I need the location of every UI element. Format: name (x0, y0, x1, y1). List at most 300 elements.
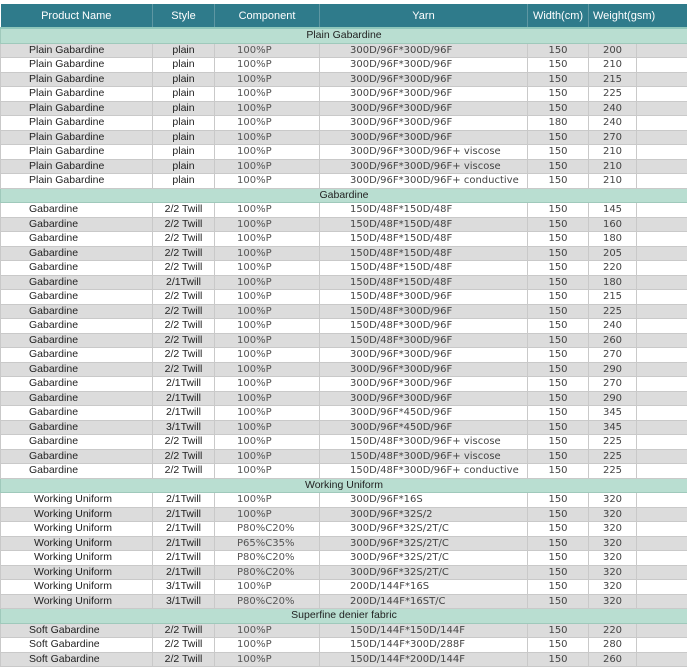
width-cell: 150 (528, 101, 589, 116)
yarn-cell: 150D/48F*300D/96F+ conductive (320, 464, 528, 479)
table-row (1, 522, 687, 537)
component-cell: 100%P (215, 246, 320, 261)
product-name-cell: Working Uniform (1, 507, 153, 522)
yarn-cell: 150D/48F*150D/48F (320, 275, 528, 290)
style-cell: plain (153, 159, 215, 174)
empty-cell (637, 638, 687, 653)
weight-cell: 320 (589, 594, 637, 609)
component-cell: 100%P (215, 377, 320, 392)
yarn-cell: 150D/48F*150D/48F (320, 203, 528, 218)
weight-cell: 270 (589, 377, 637, 392)
width-cell: 150 (528, 319, 589, 334)
product-name-cell: Gabardine (1, 406, 153, 421)
weight-cell: 320 (589, 580, 637, 595)
width-cell: 150 (528, 174, 589, 189)
table-row (1, 72, 687, 87)
empty-cell (637, 290, 687, 305)
product-name-cell: Gabardine (1, 319, 153, 334)
empty-cell (637, 116, 687, 131)
yarn-cell: 300D/96F*450D/96F (320, 420, 528, 435)
table-row (1, 290, 687, 305)
style-cell: 2/2 Twill (153, 261, 215, 276)
table-row (1, 507, 687, 522)
product-name-cell: Plain Gabardine (1, 58, 153, 73)
yarn-cell: 300D/96F*300D/96F (320, 391, 528, 406)
style-cell: 2/2 Twill (153, 232, 215, 247)
product-name-cell: Gabardine (1, 420, 153, 435)
weight-cell: 270 (589, 130, 637, 145)
empty-cell (637, 217, 687, 232)
table-row (1, 261, 687, 276)
product-name-cell: Gabardine (1, 449, 153, 464)
product-name-cell: Plain Gabardine (1, 43, 153, 58)
style-cell: 2/2 Twill (153, 290, 215, 305)
style-cell: 2/2 Twill (153, 638, 215, 653)
product-name-cell: Plain Gabardine (1, 101, 153, 116)
product-name-cell: Gabardine (1, 377, 153, 392)
width-cell: 150 (528, 217, 589, 232)
table-row (1, 565, 687, 580)
component-cell: P80%C20% (215, 522, 320, 537)
weight-cell: 320 (589, 551, 637, 566)
empty-cell (637, 449, 687, 464)
product-name-cell: Working Uniform (1, 551, 153, 566)
section-header-row (1, 188, 687, 203)
width-cell: 150 (528, 232, 589, 247)
weight-cell: 320 (589, 536, 637, 551)
product-name-cell: Soft Gabardine (1, 652, 153, 667)
empty-cell (637, 275, 687, 290)
weight-cell: 290 (589, 391, 637, 406)
component-cell: P80%C20% (215, 551, 320, 566)
weight-cell: 260 (589, 652, 637, 667)
section-title: Working Uniform (1, 478, 687, 493)
table-row (1, 43, 687, 58)
weight-cell: 240 (589, 101, 637, 116)
table-row (1, 203, 687, 218)
section-header-row (1, 28, 687, 43)
yarn-cell: 300D/96F*300D/96F (320, 101, 528, 116)
product-name-cell: Gabardine (1, 203, 153, 218)
width-cell: 150 (528, 275, 589, 290)
yarn-cell: 300D/96F*300D/96F (320, 116, 528, 131)
width-cell: 150 (528, 406, 589, 421)
component-cell: 100%P (215, 72, 320, 87)
empty-cell (637, 43, 687, 58)
width-cell: 150 (528, 43, 589, 58)
table-row (1, 623, 687, 638)
yarn-cell: 300D/96F*300D/96F (320, 348, 528, 363)
yarn-cell: 300D/96F*450D/96F (320, 406, 528, 421)
style-cell: plain (153, 101, 215, 116)
width-cell: 150 (528, 435, 589, 450)
width-cell: 150 (528, 290, 589, 305)
table-row (1, 449, 687, 464)
component-cell: P65%C35% (215, 536, 320, 551)
style-cell: 2/1Twill (153, 565, 215, 580)
empty-cell (637, 333, 687, 348)
empty-cell (637, 362, 687, 377)
style-cell: plain (153, 72, 215, 87)
weight-cell: 345 (589, 406, 637, 421)
weight-cell: 240 (589, 116, 637, 131)
weight-cell: 210 (589, 58, 637, 73)
style-cell: 3/1Twill (153, 594, 215, 609)
table-row (1, 594, 687, 609)
style-cell: 2/1Twill (153, 275, 215, 290)
style-cell: 2/1Twill (153, 391, 215, 406)
product-name-cell: Plain Gabardine (1, 174, 153, 189)
header-style: Style (153, 4, 215, 28)
product-name-cell: Gabardine (1, 304, 153, 319)
weight-cell: 320 (589, 522, 637, 537)
yarn-cell: 150D/144F*200D/144F (320, 652, 528, 667)
component-cell: 100%P (215, 420, 320, 435)
product-name-cell: Plain Gabardine (1, 87, 153, 102)
width-cell: 150 (528, 391, 589, 406)
style-cell: 2/1Twill (153, 522, 215, 537)
width-cell: 150 (528, 87, 589, 102)
empty-cell (637, 493, 687, 508)
width-cell: 180 (528, 116, 589, 131)
yarn-cell: 150D/48F*150D/48F (320, 261, 528, 276)
component-cell: 100%P (215, 217, 320, 232)
style-cell: 3/1Twill (153, 420, 215, 435)
product-name-cell: Plain Gabardine (1, 145, 153, 160)
style-cell: 2/1Twill (153, 507, 215, 522)
header-yarn: Yarn (320, 4, 528, 28)
weight-cell: 205 (589, 246, 637, 261)
weight-cell: 220 (589, 261, 637, 276)
weight-cell: 145 (589, 203, 637, 218)
width-cell: 150 (528, 130, 589, 145)
yarn-cell: 150D/48F*150D/48F (320, 232, 528, 247)
product-name-cell: Plain Gabardine (1, 72, 153, 87)
weight-cell: 240 (589, 319, 637, 334)
table-row (1, 551, 687, 566)
weight-cell: 320 (589, 493, 637, 508)
yarn-cell: 300D/96F*300D/96F (320, 72, 528, 87)
empty-cell (637, 522, 687, 537)
style-cell: plain (153, 43, 215, 58)
table-row (1, 232, 687, 247)
table-row (1, 536, 687, 551)
product-name-cell: Working Uniform (1, 536, 153, 551)
yarn-cell: 150D/48F*300D/96F (320, 333, 528, 348)
style-cell: 2/2 Twill (153, 203, 215, 218)
width-cell: 150 (528, 594, 589, 609)
width-cell: 150 (528, 377, 589, 392)
product-name-cell: Gabardine (1, 464, 153, 479)
style-cell: plain (153, 58, 215, 73)
yarn-cell: 300D/96F*300D/96F (320, 130, 528, 145)
style-cell: 2/1Twill (153, 551, 215, 566)
table-row (1, 58, 687, 73)
width-cell: 150 (528, 522, 589, 537)
table-row (1, 420, 687, 435)
width-cell: 150 (528, 449, 589, 464)
component-cell: 100%P (215, 493, 320, 508)
component-cell: 100%P (215, 174, 320, 189)
weight-cell: 320 (589, 565, 637, 580)
empty-cell (637, 464, 687, 479)
weight-cell: 215 (589, 72, 637, 87)
style-cell: plain (153, 116, 215, 131)
product-name-cell: Gabardine (1, 391, 153, 406)
width-cell: 150 (528, 420, 589, 435)
width-cell: 150 (528, 261, 589, 276)
width-cell: 150 (528, 565, 589, 580)
style-cell: 2/1Twill (153, 536, 215, 551)
table-row (1, 145, 687, 160)
header-width: Width(cm) (528, 4, 589, 28)
empty-cell (637, 536, 687, 551)
weight-cell: 320 (589, 507, 637, 522)
weight-cell: 225 (589, 464, 637, 479)
yarn-cell: 300D/96F*32S/2T/C (320, 565, 528, 580)
table-row (1, 174, 687, 189)
weight-cell: 225 (589, 87, 637, 102)
yarn-cell: 300D/96F*300D/96F (320, 87, 528, 102)
component-cell: 100%P (215, 58, 320, 73)
yarn-cell: 300D/96F*300D/96F (320, 43, 528, 58)
weight-cell: 180 (589, 275, 637, 290)
product-name-cell: Working Uniform (1, 522, 153, 537)
width-cell: 150 (528, 72, 589, 87)
empty-cell (637, 377, 687, 392)
weight-cell: 160 (589, 217, 637, 232)
style-cell: 2/2 Twill (153, 464, 215, 479)
yarn-cell: 300D/96F*300D/96F+ viscose (320, 159, 528, 174)
empty-cell (637, 145, 687, 160)
component-cell: 100%P (215, 319, 320, 334)
yarn-cell: 300D/96F*16S (320, 493, 528, 508)
product-name-cell: Plain Gabardine (1, 116, 153, 131)
empty-cell (637, 246, 687, 261)
weight-cell: 210 (589, 159, 637, 174)
table-row (1, 333, 687, 348)
style-cell: plain (153, 130, 215, 145)
width-cell: 150 (528, 304, 589, 319)
section-header-row (1, 609, 687, 624)
product-name-cell: Working Uniform (1, 594, 153, 609)
style-cell: 2/1Twill (153, 377, 215, 392)
weight-cell: 200 (589, 43, 637, 58)
width-cell: 150 (528, 203, 589, 218)
table-row (1, 217, 687, 232)
component-cell: 100%P (215, 159, 320, 174)
product-name-cell: Working Uniform (1, 493, 153, 508)
component-cell: P80%C20% (215, 594, 320, 609)
table-row (1, 580, 687, 595)
style-cell: 2/2 Twill (153, 623, 215, 638)
component-cell: 100%P (215, 116, 320, 131)
component-cell: 100%P (215, 435, 320, 450)
header-component: Component (215, 4, 320, 28)
yarn-cell: 150D/48F*150D/48F (320, 217, 528, 232)
style-cell: 2/2 Twill (153, 449, 215, 464)
product-name-cell: Gabardine (1, 348, 153, 363)
product-name-cell: Gabardine (1, 232, 153, 247)
weight-cell: 210 (589, 145, 637, 160)
component-cell: 100%P (215, 130, 320, 145)
table-row (1, 246, 687, 261)
product-name-cell: Plain Gabardine (1, 159, 153, 174)
component-cell: 100%P (215, 304, 320, 319)
yarn-cell: 300D/96F*32S/2T/C (320, 551, 528, 566)
empty-cell (637, 58, 687, 73)
product-name-cell: Working Uniform (1, 565, 153, 580)
weight-cell: 345 (589, 420, 637, 435)
style-cell: plain (153, 174, 215, 189)
component-cell: 100%P (215, 362, 320, 377)
empty-cell (637, 435, 687, 450)
component-cell: 100%P (215, 275, 320, 290)
yarn-cell: 150D/48F*300D/96F+ viscose (320, 449, 528, 464)
weight-cell: 290 (589, 362, 637, 377)
table-row (1, 638, 687, 653)
table-row (1, 435, 687, 450)
yarn-cell: 150D/144F*150D/144F (320, 623, 528, 638)
empty-cell (637, 348, 687, 363)
empty-cell (637, 565, 687, 580)
product-name-cell: Gabardine (1, 261, 153, 276)
weight-cell: 260 (589, 333, 637, 348)
empty-cell (637, 130, 687, 145)
table-row (1, 493, 687, 508)
component-cell: 100%P (215, 87, 320, 102)
empty-cell (637, 72, 687, 87)
width-cell: 150 (528, 551, 589, 566)
table-row (1, 275, 687, 290)
empty-cell (637, 551, 687, 566)
empty-cell (637, 101, 687, 116)
component-cell: 100%P (215, 333, 320, 348)
empty-cell (637, 652, 687, 667)
component-cell: 100%P (215, 507, 320, 522)
style-cell: 2/2 Twill (153, 652, 215, 667)
section-header-row (1, 478, 687, 493)
style-cell: 2/2 Twill (153, 246, 215, 261)
yarn-cell: 200D/144F*16ST/C (320, 594, 528, 609)
product-name-cell: Plain Gabardine (1, 130, 153, 145)
style-cell: 2/2 Twill (153, 217, 215, 232)
product-name-cell: Gabardine (1, 217, 153, 232)
component-cell: 100%P (215, 43, 320, 58)
width-cell: 150 (528, 333, 589, 348)
width-cell: 150 (528, 507, 589, 522)
component-cell: 100%P (215, 391, 320, 406)
yarn-cell: 300D/96F*32S/2 (320, 507, 528, 522)
width-cell: 150 (528, 246, 589, 261)
width-cell: 150 (528, 493, 589, 508)
style-cell: 2/1Twill (153, 493, 215, 508)
yarn-cell: 150D/144F*300D/288F (320, 638, 528, 653)
yarn-cell: 300D/96F*300D/96F+ viscose (320, 145, 528, 160)
table-row (1, 652, 687, 667)
component-cell: 100%P (215, 464, 320, 479)
fabric-spec-table (0, 4, 687, 667)
yarn-cell: 150D/48F*300D/96F (320, 290, 528, 305)
empty-cell (637, 406, 687, 421)
product-name-cell: Gabardine (1, 275, 153, 290)
table-row (1, 101, 687, 116)
yarn-cell: 300D/96F*300D/96F (320, 362, 528, 377)
style-cell: 2/2 Twill (153, 304, 215, 319)
table-row (1, 159, 687, 174)
product-name-cell: Gabardine (1, 333, 153, 348)
section-title: Superfine denier fabric (1, 609, 687, 624)
style-cell: 2/2 Twill (153, 348, 215, 363)
empty-cell (637, 174, 687, 189)
table-row (1, 464, 687, 479)
weight-cell: 180 (589, 232, 637, 247)
width-cell: 150 (528, 652, 589, 667)
table-row (1, 87, 687, 102)
empty-cell (637, 420, 687, 435)
yarn-cell: 300D/96F*300D/96F+ conductive (320, 174, 528, 189)
weight-cell: 220 (589, 623, 637, 638)
product-name-cell: Gabardine (1, 290, 153, 305)
component-cell: 100%P (215, 145, 320, 160)
component-cell: 100%P (215, 652, 320, 667)
table-row (1, 362, 687, 377)
component-cell: P80%C20% (215, 565, 320, 580)
width-cell: 150 (528, 464, 589, 479)
weight-cell: 215 (589, 290, 637, 305)
yarn-cell: 200D/144F*16S (320, 580, 528, 595)
table-row (1, 377, 687, 392)
product-name-cell: Working Uniform (1, 580, 153, 595)
yarn-cell: 300D/96F*32S/2T/C (320, 522, 528, 537)
component-cell: 100%P (215, 290, 320, 305)
product-name-cell: Gabardine (1, 246, 153, 261)
product-name-cell: Soft Gabardine (1, 623, 153, 638)
style-cell: 2/2 Twill (153, 319, 215, 334)
style-cell: 2/1Twill (153, 406, 215, 421)
weight-cell: 225 (589, 449, 637, 464)
width-cell: 150 (528, 536, 589, 551)
yarn-cell: 150D/48F*300D/96F+ viscose (320, 435, 528, 450)
component-cell: 100%P (215, 203, 320, 218)
product-name-cell: Gabardine (1, 435, 153, 450)
style-cell: 2/2 Twill (153, 362, 215, 377)
product-name-cell: Gabardine (1, 362, 153, 377)
style-cell: plain (153, 87, 215, 102)
empty-cell (637, 87, 687, 102)
component-cell: 100%P (215, 623, 320, 638)
width-cell: 150 (528, 145, 589, 160)
component-cell: 100%P (215, 580, 320, 595)
style-cell: 3/1Twill (153, 580, 215, 595)
yarn-cell: 150D/48F*300D/96F (320, 319, 528, 334)
width-cell: 150 (528, 58, 589, 73)
section-title: Gabardine (1, 188, 687, 203)
table-row (1, 304, 687, 319)
weight-cell: 225 (589, 435, 637, 450)
header-row (1, 4, 687, 28)
component-cell: 100%P (215, 232, 320, 247)
empty-cell (637, 304, 687, 319)
yarn-cell: 300D/96F*300D/96F (320, 377, 528, 392)
empty-cell (637, 261, 687, 276)
component-cell: 100%P (215, 348, 320, 363)
empty-cell (637, 594, 687, 609)
header-product-name: Product Name (1, 4, 153, 28)
section-title: Plain Gabardine (1, 28, 687, 43)
empty-cell (637, 319, 687, 334)
component-cell: 100%P (215, 406, 320, 421)
